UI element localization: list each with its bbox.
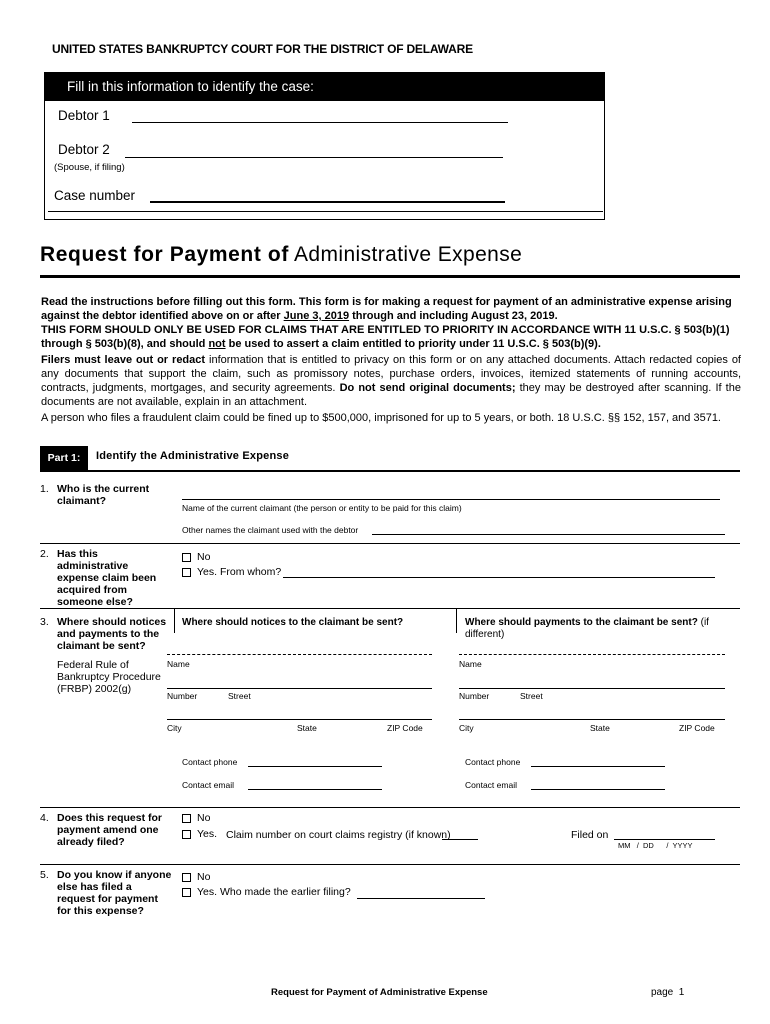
payments-street-field[interactable] bbox=[459, 688, 725, 689]
q1-question: Who is the current claimant? bbox=[57, 483, 150, 507]
claimant-name-field[interactable] bbox=[182, 499, 720, 500]
q2-number: 2. bbox=[40, 548, 49, 560]
q4-rule bbox=[40, 864, 740, 865]
q5-yes-label: Yes. Who made the earlier filing? bbox=[197, 886, 351, 898]
instr-p2-text: THIS FORM SHOULD ONLY BE USED FOR CLAIMS THAT ARE ENTITLED TO PRIORITY IN ACCORDANCE WITH 11 U.S.C. § 503(b)(1) through § 503(b)(8), and should bbox=[41, 324, 730, 350]
filed-on-label: Filed on bbox=[571, 829, 609, 841]
notices-city-field[interactable] bbox=[167, 719, 432, 720]
q5-number: 5. bbox=[40, 869, 49, 881]
part1-title: Identify the Administrative Expense bbox=[96, 450, 290, 462]
acquired-from-field[interactable] bbox=[283, 577, 715, 578]
case-box-rule bbox=[48, 211, 603, 212]
payments-city-field[interactable] bbox=[459, 719, 725, 720]
instructions-p2 bbox=[41, 323, 741, 351]
debtor2-label: Debtor 2 bbox=[58, 142, 110, 157]
claim-number-label: Claim number on court claims registry (if known) bbox=[226, 829, 451, 841]
earlier-filer-field[interactable] bbox=[357, 898, 485, 899]
notices-phone-label: Contact phone bbox=[182, 757, 238, 767]
q4-question: Does this request for payment amend one already filed? bbox=[57, 812, 163, 848]
q2-no-label: No bbox=[197, 551, 211, 563]
notices-name-field[interactable] bbox=[167, 654, 432, 655]
q2-yes-option[interactable] bbox=[182, 566, 281, 578]
q2-no-checkbox[interactable] bbox=[182, 553, 191, 562]
payments-email-field[interactable] bbox=[531, 789, 665, 790]
debtor1-field[interactable] bbox=[132, 122, 508, 123]
q4-no-checkbox[interactable] bbox=[182, 814, 191, 823]
instr-p2-not: not bbox=[208, 338, 226, 350]
payments-city-label: City bbox=[459, 723, 474, 733]
q2-yes-checkbox[interactable] bbox=[182, 568, 191, 577]
q5-question: Do you know if anyone else has filed a request for payment for this expense? bbox=[57, 869, 172, 917]
q3-question: Where should notices and payments to the claimant be sent? bbox=[57, 616, 167, 652]
q5-no-option[interactable] bbox=[182, 871, 210, 883]
court-heading: UNITED STATES BANKRUPTCY COURT FOR THE DISTRICT OF DELAWARE bbox=[52, 42, 473, 56]
payments-name-label: Name bbox=[459, 659, 482, 669]
debtor2-field[interactable] bbox=[125, 157, 503, 158]
notices-street-label: Street bbox=[228, 691, 251, 701]
payments-email-label: Contact email bbox=[465, 780, 517, 790]
title-bold: Request for Payment of bbox=[40, 243, 289, 266]
notices-phone-field[interactable] bbox=[248, 766, 382, 767]
instr-p3-bold: Filers must leave out or redact bbox=[41, 354, 206, 366]
notices-zip-label: ZIP Code bbox=[387, 723, 423, 733]
q2-no-option[interactable] bbox=[182, 551, 210, 563]
q3-rule bbox=[40, 807, 740, 808]
q4-yes-option[interactable] bbox=[182, 828, 217, 840]
payments-heading-text: Where should payments to the claimant be sent? bbox=[465, 617, 698, 628]
filed-on-date-field[interactable] bbox=[614, 839, 715, 840]
q1-rule bbox=[40, 543, 740, 544]
page-number: page 1 bbox=[651, 987, 685, 998]
debtor1-label: Debtor 1 bbox=[58, 108, 110, 123]
notices-street-field[interactable] bbox=[167, 688, 432, 689]
notices-heading: Where should notices to the claimant be sent? bbox=[182, 617, 404, 628]
payments-state-label: State bbox=[590, 723, 610, 733]
q4-no-label: No bbox=[197, 812, 211, 824]
q2-rule bbox=[40, 608, 740, 609]
other-names-label: Other names the claimant used with the debtor bbox=[182, 525, 359, 535]
part1-rule bbox=[40, 470, 740, 472]
q3-middle-divider bbox=[456, 608, 457, 633]
case-number-label: Case number bbox=[54, 188, 136, 203]
title-rest: Administrative Expense bbox=[294, 243, 523, 266]
q5-no-label: No bbox=[197, 871, 211, 883]
notices-state-label: State bbox=[297, 723, 317, 733]
instr-p3-bold2: Do not send original documents; bbox=[339, 382, 516, 394]
spouse-note: (Spouse, if filing) bbox=[54, 162, 125, 173]
instructions-p1 bbox=[41, 295, 741, 323]
date-format-hint: MM / DD / YYYY bbox=[618, 841, 693, 850]
case-number-field[interactable] bbox=[150, 201, 505, 203]
claim-number-field[interactable] bbox=[442, 839, 478, 840]
payments-heading-note: (if different) bbox=[465, 617, 709, 640]
instr-p3-tail: they may be destroyed after scanning. If the documents are not available, explain in an attachment. bbox=[41, 382, 741, 408]
q2-question: Has this administrative expense claim been acquired from someone else? bbox=[57, 548, 157, 608]
notices-email-field[interactable] bbox=[248, 789, 382, 790]
instructions-p3 bbox=[41, 353, 741, 409]
instr-p2-tail: be used to assert a claim entitled to priority under 11 U.S.C. § 503(b)(9). bbox=[225, 338, 601, 350]
q5-no-checkbox[interactable] bbox=[182, 873, 191, 882]
footer-title: Request for Payment of Administrative Expense bbox=[271, 987, 488, 998]
notices-name-label: Name bbox=[167, 659, 190, 669]
q3-left-divider bbox=[174, 608, 175, 633]
case-box-heading: Fill in this information to identify the case: bbox=[45, 73, 604, 101]
q4-number: 4. bbox=[40, 812, 49, 824]
part1-tab: Part 1: bbox=[40, 446, 88, 470]
q2-yes-label: Yes. From whom? bbox=[197, 566, 282, 578]
q4-no-option[interactable] bbox=[182, 812, 210, 824]
instructions-p4: A person who files a fraudulent claim could be fined up to $500,000, imprisoned for up to 5 years, or both. 18 U.S.C. §§ 152, 157, and 3571. bbox=[41, 412, 721, 424]
payments-name-field[interactable] bbox=[459, 654, 725, 655]
instr-p1-date: June 3, 2019 bbox=[283, 310, 350, 322]
payments-phone-field[interactable] bbox=[531, 766, 665, 767]
q1-number: 1. bbox=[40, 483, 49, 495]
other-names-field[interactable] bbox=[372, 534, 725, 535]
payments-phone-label: Contact phone bbox=[465, 757, 521, 767]
payments-number-label: Number bbox=[459, 691, 490, 701]
q5-yes-option[interactable] bbox=[182, 886, 351, 898]
instr-p1-tail: through and including August 23, 2019. bbox=[349, 310, 558, 322]
q5-yes-checkbox[interactable] bbox=[182, 888, 191, 897]
q4-yes-checkbox[interactable] bbox=[182, 830, 191, 839]
notices-email-label: Contact email bbox=[182, 780, 234, 790]
payments-street-label: Street bbox=[520, 691, 543, 701]
payments-zip-label: ZIP Code bbox=[679, 723, 715, 733]
instr-p3-text: information that is entitled to privacy on this form or on any attached documents. Attach redacted copies of any documents that support the claim, such as promissory notes, purchase orders, invoices, itemized statements of running accounts, contracts, judgments, mortgages, and security agreements. bbox=[41, 354, 741, 394]
title-rule bbox=[40, 275, 740, 278]
q3-number: 3. bbox=[40, 616, 49, 628]
payments-heading bbox=[465, 617, 735, 641]
form-title bbox=[40, 243, 522, 267]
notices-city-label: City bbox=[167, 723, 182, 733]
q4-yes-label: Yes. bbox=[197, 828, 218, 840]
q3-rule-note: Federal Rule of Bankruptcy Procedure (FRBP) 2002(g) bbox=[57, 659, 161, 695]
instr-p1-text: Read the instructions before filling out this form. This form is for making a request for payment of an administrative expense arising against the debtor identified above on or after bbox=[41, 296, 732, 322]
notices-number-label: Number bbox=[167, 691, 198, 701]
claimant-name-caption: Name of the current claimant (the person or entity to be paid for this claim) bbox=[182, 503, 462, 513]
